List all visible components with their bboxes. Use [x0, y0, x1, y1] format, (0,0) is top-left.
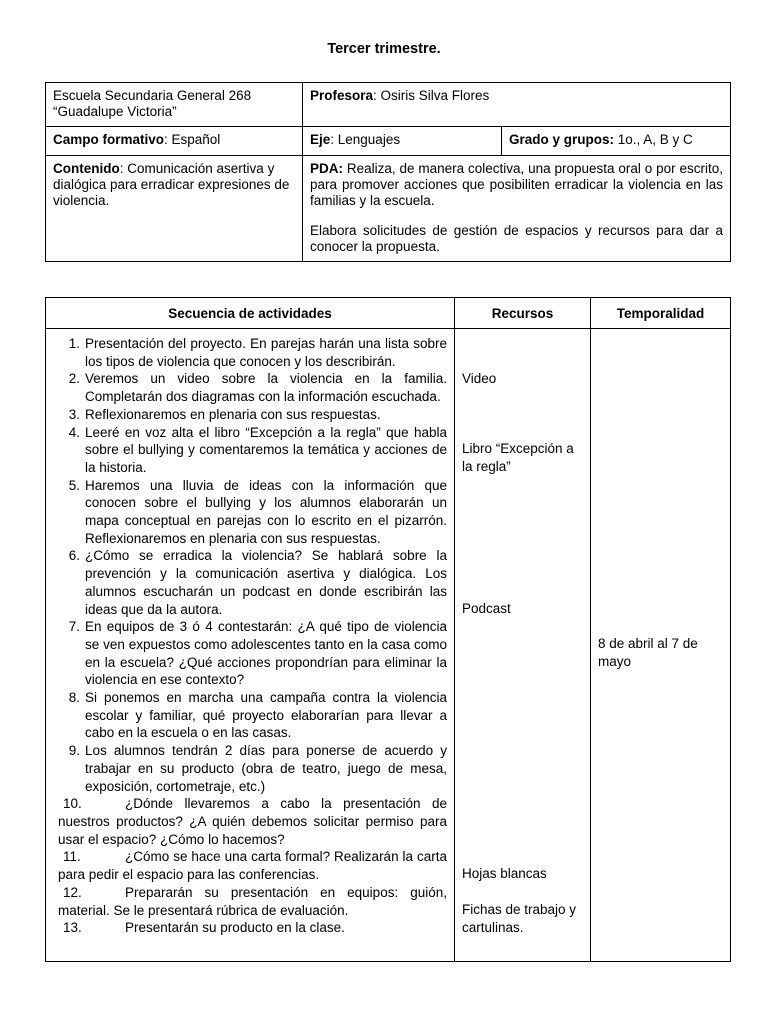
list-item: 10. ¿Dónde llevaremos a cabo la presentación de nuestros productos? ¿A quién debemos solicitar permiso para usar el espacio? ¿Cómo lo hacemos?: [58, 796, 447, 847]
resource-fichas: Fichas de trabajo y cartulinas.: [462, 902, 577, 935]
info-table: [45, 82, 731, 262]
list-item: 13. Presentarán su producto en la clase.: [63, 920, 345, 936]
temporalidad-cell: [591, 329, 731, 962]
grado-value: 1o., A, B y C: [614, 132, 693, 147]
header-temporalidad: Temporalidad: [591, 298, 731, 329]
teacher-cell: [303, 83, 731, 127]
pda-extra: Elabora solicitudes de gestión de espacios y recursos para dar a conocer la propuesta.: [310, 223, 723, 254]
resource-video: Video: [462, 371, 497, 386]
contenido-cell: [46, 156, 303, 262]
header-recursos: Recursos: [455, 298, 591, 329]
school-alias: “Guadalupe Victoria”: [53, 104, 177, 119]
campo-label: Campo formativo: [53, 132, 165, 147]
list-item: 5. Haremos una lluvia de ideas con la información que conocen sobre el bullying y los alumnos elaborarán un mapa conceptual en parejas con lo escrito en el pizarrón. Reflexionaremos en plenaria con sus respuestas.: [68, 477, 447, 546]
grado-cell: [502, 127, 731, 156]
list-item: 9. Los alumnos tendrán 2 días para ponerse de acuerdo y trabajar en su producto (obra de teatro, juego de mesa, exposición, cortometraje, etc.): [68, 743, 447, 794]
contenido-label: Contenido: [53, 161, 120, 176]
pda-cell: [303, 156, 731, 262]
eje-value: : Lenguajes: [330, 132, 401, 147]
resource-libro: Libro “Excepción a la regla”: [462, 441, 574, 474]
list-item: 4. Leeré en voz alta el libro “Excepción a la regla” que habla sobre el bullying y comentaremos la temática y acciones de la historia.: [68, 424, 447, 475]
list-item: 11. ¿Cómo se hace una carta formal? Realizarán la carta para pedir el espacio para las conferencias.: [58, 849, 447, 883]
campo-cell: [46, 127, 303, 156]
teacher-label: Profesora: [310, 88, 374, 103]
school-cell: [46, 83, 303, 127]
resources-cell: [455, 329, 591, 962]
header-secuencia: Secuencia de actividades: [46, 298, 455, 329]
school-name: Escuela Secundaria General 268: [53, 88, 252, 103]
page-title: Tercer trimestre.: [327, 41, 441, 57]
teacher-value: : Osiris Silva Flores: [373, 88, 490, 103]
activities-cell: [46, 329, 455, 962]
campo-value: : Español: [164, 132, 221, 147]
resource-hojas: Hojas blancas: [462, 866, 547, 881]
resource-podcast: Podcast: [462, 601, 511, 616]
pda-value: Realiza, de manera colectiva, una propuesta oral o por escrito, para promover acciones que posibiliten erradicar la violencia en las familias y la escuela.: [310, 161, 723, 208]
list-item: 1. Presentación del proyecto. En parejas harán una lista sobre los tipos de violencia que conocen y los describirán.: [68, 336, 447, 369]
eje-label: Eje: [310, 132, 331, 147]
activities-table: [45, 297, 731, 962]
contenido-value: : Comunicación asertiva y dialógica para erradicar expresiones de violencia.: [53, 161, 290, 208]
list-item: 12. Prepararán su presentación en equipos: guión, material. Se le presentará rúbrica de evaluación.: [58, 884, 447, 918]
list-item: 7. En equipos de 3 ó 4 contestarán: ¿A qué tipo de violencia se ven expuestos como adolescentes tanto en la casa como en la escuela? ¿Qué acciones propondrían para eliminar la violencia en ese contexto?: [68, 619, 447, 688]
list-item: 6. ¿Cómo se erradica la violencia? Se hablará sobre la prevención y la comunicación asertiva y dialógica. Los alumnos escucharán un podcast en donde escribirán las ideas que da la autora.: [68, 548, 447, 617]
grado-label: Grado y grupos:: [509, 132, 615, 147]
temporalidad-value: 8 de abril al 7 de mayo: [598, 636, 698, 669]
list-item: 2. Veremos un video sobre la violencia en la familia. Completarán dos diagramas con la información escuchada.: [68, 371, 447, 405]
eje-cell: [303, 127, 502, 156]
list-item: 8. Si ponemos en marcha una campaña contra la violencia escolar y familiar, qué proyecto elaborarían para llevar a cabo en la escuela o en las casas.: [68, 690, 447, 741]
activities-list: [58, 335, 447, 937]
list-item: 3. Reflexionaremos en plenaria con sus respuestas.: [68, 406, 381, 422]
pda-label: PDA:: [310, 161, 343, 176]
